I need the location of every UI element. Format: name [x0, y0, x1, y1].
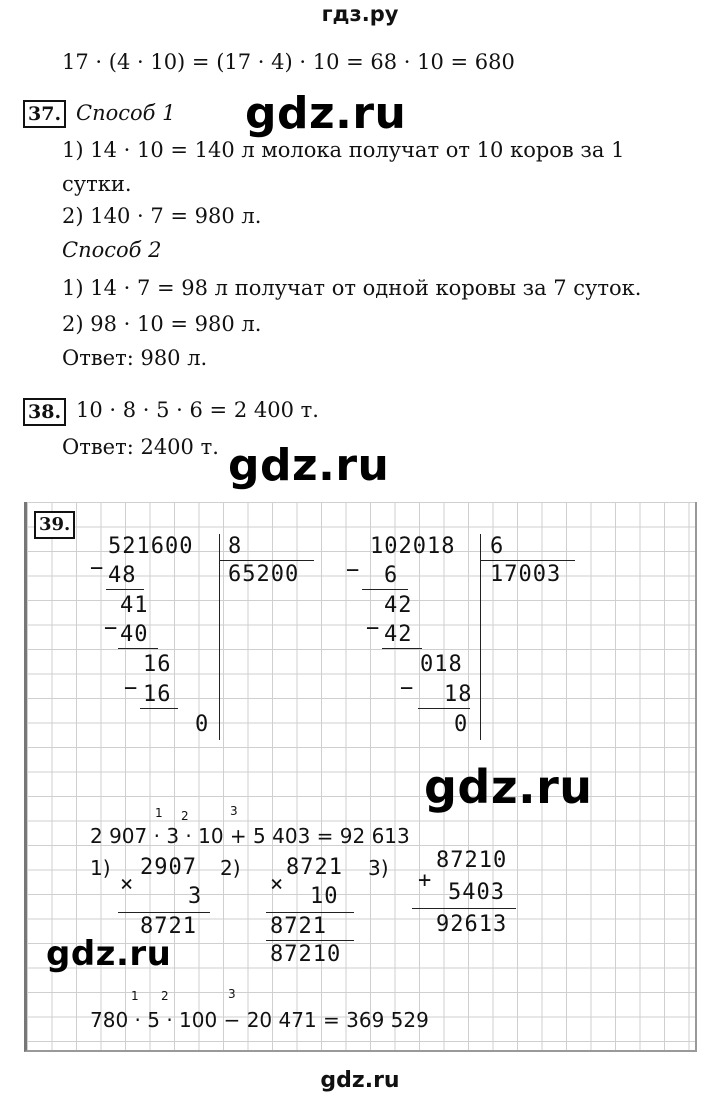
calc2-partial: 8721	[270, 914, 327, 939]
task-37-line2: 2) 140 · 7 = 980 л.	[62, 204, 262, 228]
minus-sign: −	[346, 558, 361, 583]
minus-sign: −	[104, 616, 119, 641]
order-mark-3: 3	[228, 987, 236, 1001]
task-37-line1: 1) 14 · 10 = 140 л молока получат от 10 коров за 1	[62, 138, 625, 162]
task-38-answer: Ответ: 2400 т.	[62, 435, 219, 459]
minus-sign: −	[90, 556, 105, 581]
order-mark-1: 1	[131, 989, 139, 1003]
div1-divisor-line	[219, 560, 314, 561]
div1-step-line	[106, 589, 144, 590]
div2-vertical-line	[480, 534, 481, 740]
order-mark-3: 3	[230, 804, 238, 818]
div2-remainder: 0	[454, 712, 469, 737]
order-mark-2: 2	[161, 989, 169, 1003]
watermark: gdz.ru	[46, 934, 172, 974]
div2-divisor: 6	[490, 534, 505, 559]
calc1-line	[118, 912, 210, 913]
task-39-expression-1: 2 907 · 3 · 10 + 5 403 = 92 613	[90, 824, 410, 848]
calc3-addend-b: 5403	[448, 880, 505, 905]
div2-dividend: 102018	[370, 534, 456, 559]
div1-step-line	[118, 648, 158, 649]
div1-divisor: 8	[228, 534, 243, 559]
div2-divisor-line	[480, 560, 575, 561]
div1-step: 40	[120, 622, 149, 647]
div1-step-line	[140, 708, 178, 709]
plus-sign: +	[418, 868, 433, 893]
task-39-expression-2: 780 · 5 · 100 − 20 471 = 369 529	[90, 1008, 429, 1032]
task-38-number: 38.	[23, 398, 66, 426]
task-39-number: 39.	[34, 511, 75, 539]
watermark: gdz.ru	[245, 88, 407, 139]
calc1-label: 1)	[90, 856, 111, 880]
div2-quotient: 17003	[490, 562, 562, 587]
times-sign: ×	[270, 872, 285, 897]
calc2-line	[266, 912, 354, 913]
calc2-factor-a: 8721	[286, 855, 343, 880]
calc3-addend-a: 87210	[436, 848, 508, 873]
task-37-line1b: сутки.	[62, 172, 132, 196]
calc2-label: 2)	[220, 856, 241, 880]
calc1-result: 8721	[140, 914, 197, 939]
div2-step: 6	[384, 563, 399, 588]
times-sign: ×	[120, 872, 135, 897]
div2-step: 42	[384, 622, 413, 647]
calc2-factor-b: 10	[310, 884, 339, 909]
calc3-result: 92613	[436, 912, 508, 937]
calc3-label: 3)	[368, 856, 389, 880]
div2-step-line	[418, 708, 470, 709]
calc2-line-2	[266, 940, 354, 941]
task-37-number: 37.	[23, 100, 66, 128]
task-38-line1: 10 · 8 · 5 · 6 = 2 400 т.	[76, 398, 319, 422]
site-header: гдз.ру	[321, 2, 399, 26]
div2-step-line	[362, 589, 408, 590]
task-37-way1: Способ 1	[76, 101, 176, 125]
task-37-answer: Ответ: 980 л.	[62, 346, 208, 370]
div1-dividend: 521600	[108, 534, 194, 559]
task-36-tail-line: 17 · (4 · 10) = (17 · 4) · 10 = 68 · 10 = 680	[62, 50, 515, 74]
calc1-factor-b: 3	[188, 884, 203, 909]
calc1-factor-a: 2907	[140, 855, 197, 880]
calc3-line	[412, 908, 516, 909]
minus-sign: −	[366, 616, 381, 641]
div2-step-line	[382, 648, 422, 649]
watermark: gdz.ru	[424, 760, 593, 814]
div1-step: 16	[143, 682, 172, 707]
div1-vertical-line	[219, 534, 220, 740]
div1-step: 48	[108, 563, 137, 588]
calc2-result: 87210	[270, 942, 342, 967]
minus-sign: −	[400, 676, 415, 701]
div2-step: 18	[444, 682, 473, 707]
div2-step: 018	[420, 652, 463, 677]
order-mark-2: 2	[181, 809, 189, 823]
task-37-line4: 2) 98 · 10 = 980 л.	[62, 312, 262, 336]
div1-step: 16	[143, 652, 172, 677]
task-37-line3: 1) 14 · 7 = 98 л получат от одной коровы за 7 суток.	[62, 276, 642, 300]
div1-remainder: 0	[195, 712, 210, 737]
watermark: gdz.ru	[228, 440, 390, 491]
div1-quotient: 65200	[228, 562, 300, 587]
div2-step: 42	[384, 593, 413, 618]
div1-step: 41	[120, 593, 149, 618]
site-footer: gdz.ru	[320, 1068, 400, 1093]
order-mark-1: 1	[155, 806, 163, 820]
minus-sign: −	[124, 676, 139, 701]
task-37-way2: Способ 2	[62, 238, 162, 262]
